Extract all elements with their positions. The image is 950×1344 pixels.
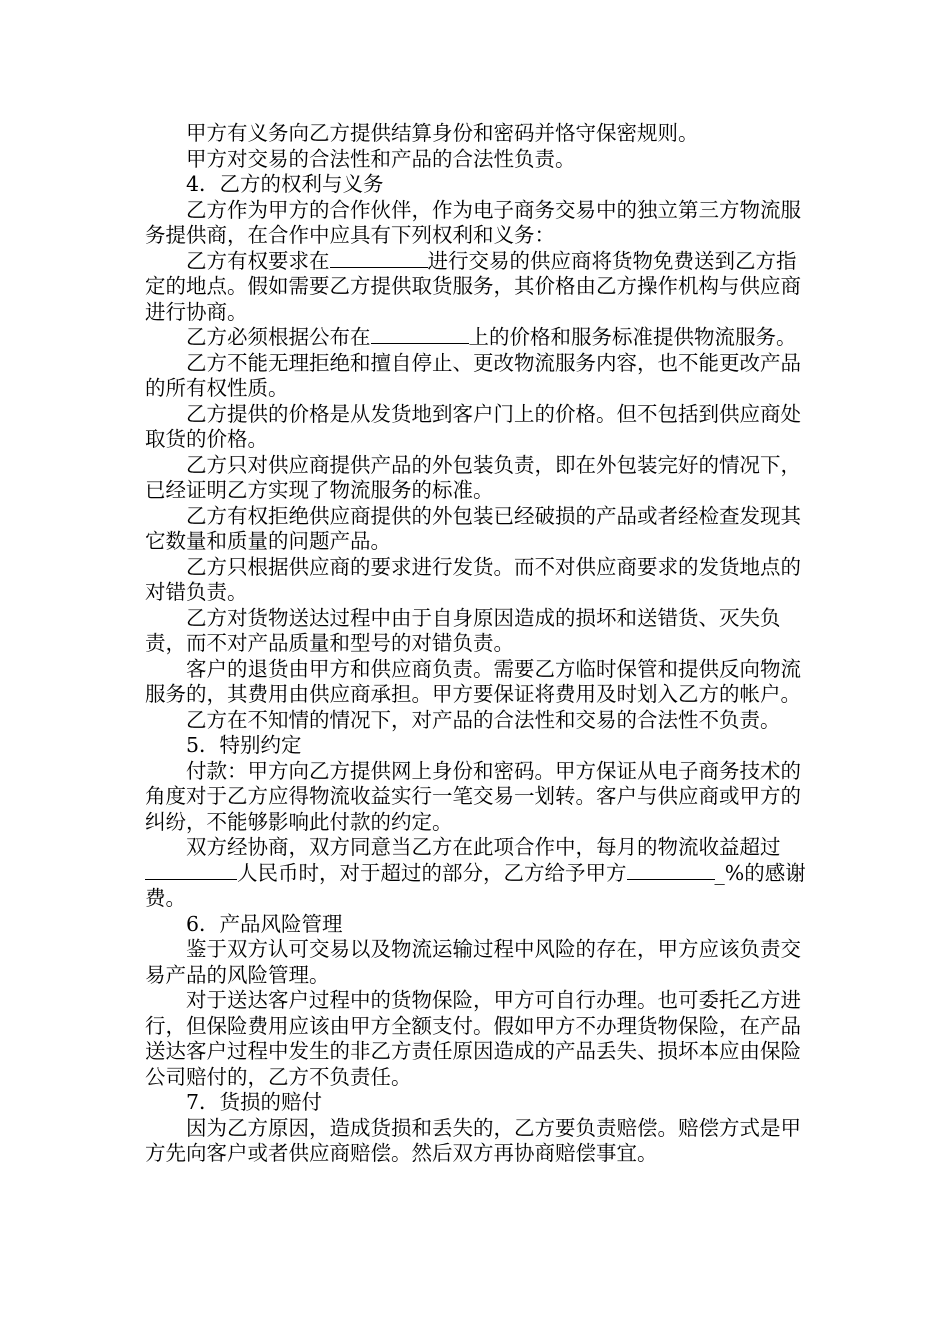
paragraph: 乙方不能无理拒绝和擅自停止、更改物流服务内容，也不能更改产品的所有权性质。 (145, 350, 801, 400)
section-heading: 7．货损的赔付 (186, 1090, 323, 1114)
paragraph: 乙方对货物送达过程中由于自身原因造成的损坏和送错货、灭失负责，而不对产品质量和型号的对错负责。 (145, 605, 781, 655)
fill-blank (371, 325, 469, 344)
text-run: 乙方有权要求在 (186, 248, 330, 273)
section-heading: 6．产品风险管理 (186, 911, 343, 936)
fill-blank (627, 861, 715, 880)
paragraph: 客户的退货由甲方和供应商负责。需要乙方临时保管和提供反向物流服务的，其费用由供应商承担。甲方要保证将费用及时划入乙方的帐户。 (145, 656, 801, 706)
text-run: 进行交易的供应商将货物免费送到乙方指定的地点。假如需要乙方提供取货服务，其价格由乙方操作机构与供应商进行协商。 (145, 248, 801, 324)
paragraph: 乙方在不知情的情况下，对产品的合法性和交易的合法性不负责。 (186, 707, 781, 732)
paragraph: 乙方有权拒绝供应商提供的外包装已经破损的产品或者经检查发现其它数量和质量的问题产品。 (145, 503, 801, 553)
text-run: 双方经协商，双方同意当乙方在此项合作中，每月的物流收益超过 (186, 835, 781, 859)
paragraph: 乙方只根据供应商的要求进行发货。而不对供应商要求的发货地点的对错负责。 (145, 554, 801, 604)
paragraph: 鉴于双方认可交易以及物流运输过程中风险的存在，甲方应该负责交易产品的风险管理。 (145, 937, 801, 987)
paragraph: 甲方对交易的合法性和产品的合法性负责。 (186, 146, 576, 171)
paragraph (145, 325, 809, 351)
fill-blank (145, 861, 237, 880)
paragraph: 因为乙方原因，造成货损和丢失的，乙方要负责赔偿。赔偿方式是甲方先向客户或者供应商赔偿。然后双方再协商赔偿事宜。 (145, 1115, 801, 1165)
paragraph: 甲方有义务向乙方提供结算身份和密码并恪守保密规则。 (186, 121, 699, 145)
section-heading: 5．特别约定 (186, 733, 302, 757)
text-run: 乙方必须根据公布在 (186, 325, 371, 349)
paragraph: 乙方提供的价格是从发货地到客户门上的价格。但不包括到供应商处取货的价格。 (145, 401, 801, 451)
text-run: 人民币时，对于超过的部分，乙方给予甲方 (237, 860, 627, 885)
paragraph: 乙方作为甲方的合作伙伴，作为电子商务交易中的独立第三方物流服务提供商，在合作中应具有下列权利和义务： (145, 197, 801, 247)
fill-blank (330, 249, 428, 268)
paragraph (145, 835, 809, 912)
text-run: 上的价格和服务标准提供物流服务。 (468, 325, 797, 349)
text-run: _%的感谢费。 (145, 860, 806, 910)
paragraph: 付款：甲方向乙方提供网上身份和密码。甲方保证从电子商务技术的角度对于乙方应得物流收益实行一笔交易一划转。客户与供应商或甲方的纠纷，不能够影响此付款的约定。 (145, 758, 801, 834)
paragraph: 对于送达客户过程中的货物保险，甲方可自行办理。也可委托乙方进行，但保险费用应该由甲方全额支付。假如甲方不办理货物保险，在产品送达客户过程中发生的非乙方责任原因造成的产品丢失、损坏本应由保险公司赔付的，乙方不负责任。 (145, 988, 801, 1089)
section-heading: 4．乙方的权利与义务 (186, 172, 384, 196)
document-body (145, 121, 809, 1167)
paragraph: 乙方只对供应商提供产品的外包装负责，即在外包装完好的情况下，已经证明乙方实现了物流服务的标准。 (145, 452, 801, 502)
paragraph (145, 249, 809, 326)
